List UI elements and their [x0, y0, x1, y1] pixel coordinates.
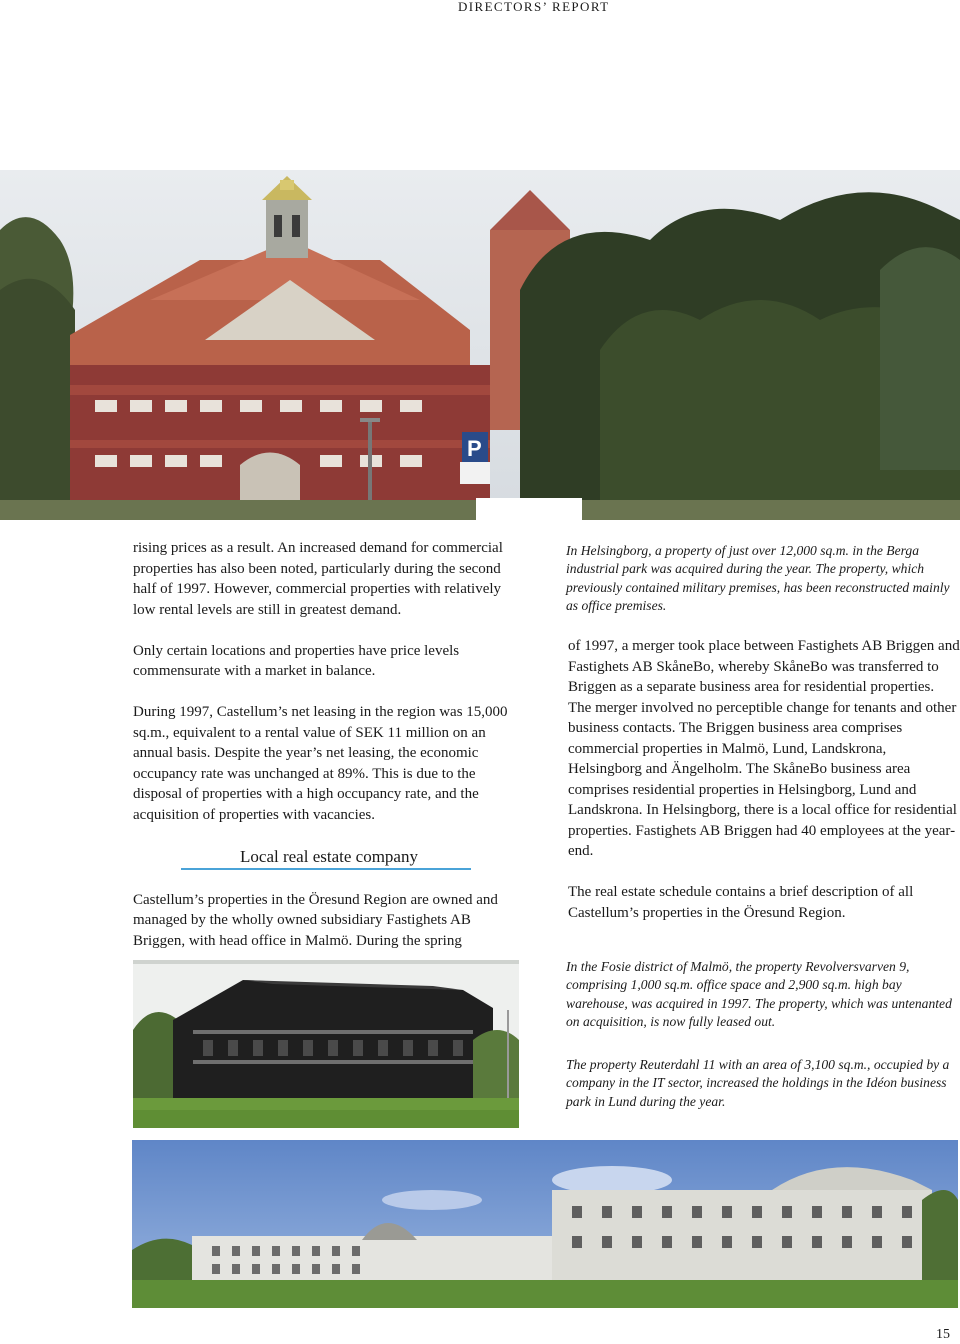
- left-text-column: [133, 538, 525, 972]
- photo-ideon-building: [132, 1140, 958, 1308]
- section-heading-text: Local real estate company: [240, 846, 418, 866]
- section-heading: [133, 846, 525, 870]
- photo-fosie-building: [133, 960, 519, 1128]
- caption-helsingborg: In Helsingborg, a property of just over 12,000 sq.m. in the Berga industrial park was acquired during the year. The property, which previously contained military premises, has been reconstructed mainly as office premises.: [566, 543, 950, 614]
- page-number: 15: [936, 1327, 950, 1342]
- paragraph: Only certain locations and properties have price levels commensurate with a market in balance.: [133, 642, 460, 679]
- photo-helsingborg-building: [0, 170, 960, 520]
- right-text-column: [568, 636, 960, 944]
- paragraph: of 1997, a merger took place between Fastighets AB Briggen and Fastighets AB SkåneBo, whereby SkåneBo was transferred to Briggen as a separate business area for residential properties. The merger involved no perceptible change for tenants and other business contacts. The Briggen business area comprises commercial properties in Malmö, Lund, Landskrona, Helsingborg and Ängelholm. The SkåneBo business area comprises residential properties in Helsingborg, Lund and Landskrona. In Helsingborg, there is a local office for residential properties. Fastighets AB Briggen had 40 employees at the year-end.: [568, 638, 960, 859]
- caption-reuterdahl: The property Reuterdahl 11 with an area of 3,100 sq.m., occupied by a company in the IT sector, increased the holdings in the Idéon business park in Lund during the year.: [566, 1057, 950, 1109]
- paragraph: Castellum’s properties in the Öresund Region are owned and managed by the wholly owned subsidiary Fastighets AB Briggen, with head office in Malmö. During the spring: [133, 891, 498, 949]
- heading-underline: [181, 868, 471, 870]
- paragraph: The real estate schedule contains a brief description of all Castellum’s properties in the Öresund Region.: [568, 884, 914, 921]
- section-header: DIRECTORS’ REPORT: [458, 0, 610, 14]
- parking-sign: P: [467, 436, 482, 461]
- paragraph: During 1997, Castellum’s net leasing in the region was 15,000 sq.m., equivalent to a rental value of SEK 11 million on an annual basis. Despite the year’s net leasing, the economic occupancy rate was unchanged at 89%. This is due to the disposal of properties with a high occupancy rate, and the acquisition of properties with vacancies.: [133, 704, 508, 823]
- caption-fosie: In the Fosie district of Malmö, the property Revolversvarven 9, comprising 1,000 sq.m. office space and 2,900 sq.m. high bay warehouse, was acquired in 1997. The property, which was untenanted on acquisition, is now fully leased out.: [566, 959, 952, 1030]
- paragraph: rising prices as a result. An increased demand for commercial properties has also been noted, particularly during the second half of 1997. However, commercial properties with relatively low rental levels are still in greatest demand.: [133, 540, 503, 618]
